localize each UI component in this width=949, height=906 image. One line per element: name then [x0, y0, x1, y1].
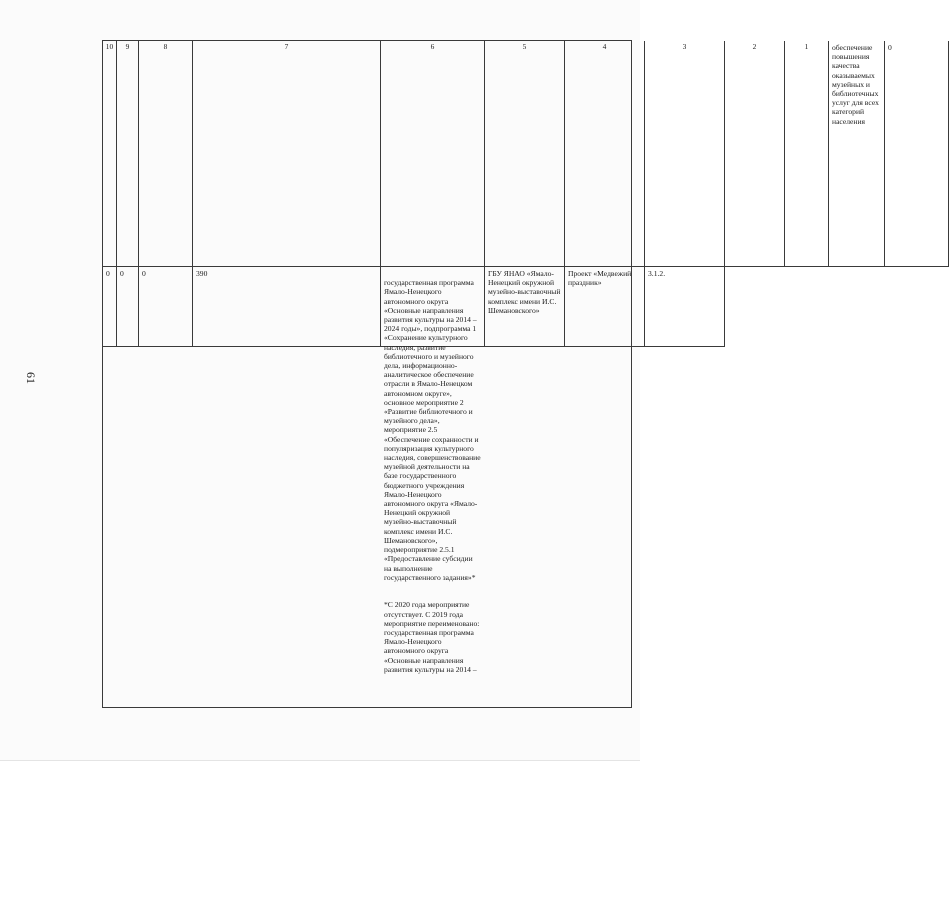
column-number-6: 6 — [381, 41, 485, 267]
cell-col8: 0 — [103, 267, 117, 347]
column-number-10: 10 — [103, 41, 117, 267]
cell-col9: 0 — [885, 41, 949, 267]
cell-source — [381, 267, 485, 674]
blank-margin — [0, 760, 640, 906]
page-number: 61 — [24, 372, 38, 384]
source-text: государственная программа Ямало-Ненецкого автономного округа «Основные направления развития культуры на 2014 – 2024 годы», подпрограмма 1 «Сохранение культурного наследия, развитие библиотечного и музейного дела, информационно-аналитическое обеспечение отрасли в Ямало-Ненецком автономном округе», основное мероприятие 2 «Развитие библиотечного и музейного дела», мероприятие 2.5 «Обеспечение сохранности и популяризация культурного наследия, совершенствование музейной деятельности на базе государственного бюджетного учреждения Ямало-Ненецкого автономного округа «Ямало-Ненецкий окружной музейно-выставочный комплекс имени И.С. Шемановского», подмероприятие 2.5.1 «Предоставление субсидии на выполнение государственного задания»* — [384, 278, 481, 582]
source-footnote: *С 2020 года мероприятие отсутствует. С 2019 года мероприятие переименовано: государственная программа Ямало-Ненецкого автономного округа «Основные направления развития культуры на 2014 – — [384, 600, 480, 674]
column-number-8: 8 — [139, 41, 193, 267]
cell-col6: 0 — [139, 267, 193, 347]
column-number-1: 1 — [785, 41, 829, 267]
column-number-7: 7 — [193, 41, 381, 267]
program-table — [102, 40, 892, 708]
column-number-3: 3 — [645, 41, 725, 267]
cell-executor: ГБУ ЯНАО «Ямало-Ненецкий окружной музейно-выставочный комплекс имени И.С. Шемановского» — [485, 267, 565, 347]
cell-result: обеспечение повышения качества оказываемых музейных и библиотечных услуг для всех категорий населения — [829, 41, 885, 267]
column-number-2: 2 — [725, 41, 785, 267]
column-number-9: 9 — [117, 41, 139, 267]
cell-col7: 0 — [117, 267, 139, 347]
cell-number: 3.1.2. — [645, 267, 725, 347]
cell-project: Проект «Медвежий праздник» — [565, 267, 645, 347]
column-number-4: 4 — [565, 41, 645, 267]
column-number-5: 5 — [485, 41, 565, 267]
cell-col5: 390 — [193, 267, 381, 347]
